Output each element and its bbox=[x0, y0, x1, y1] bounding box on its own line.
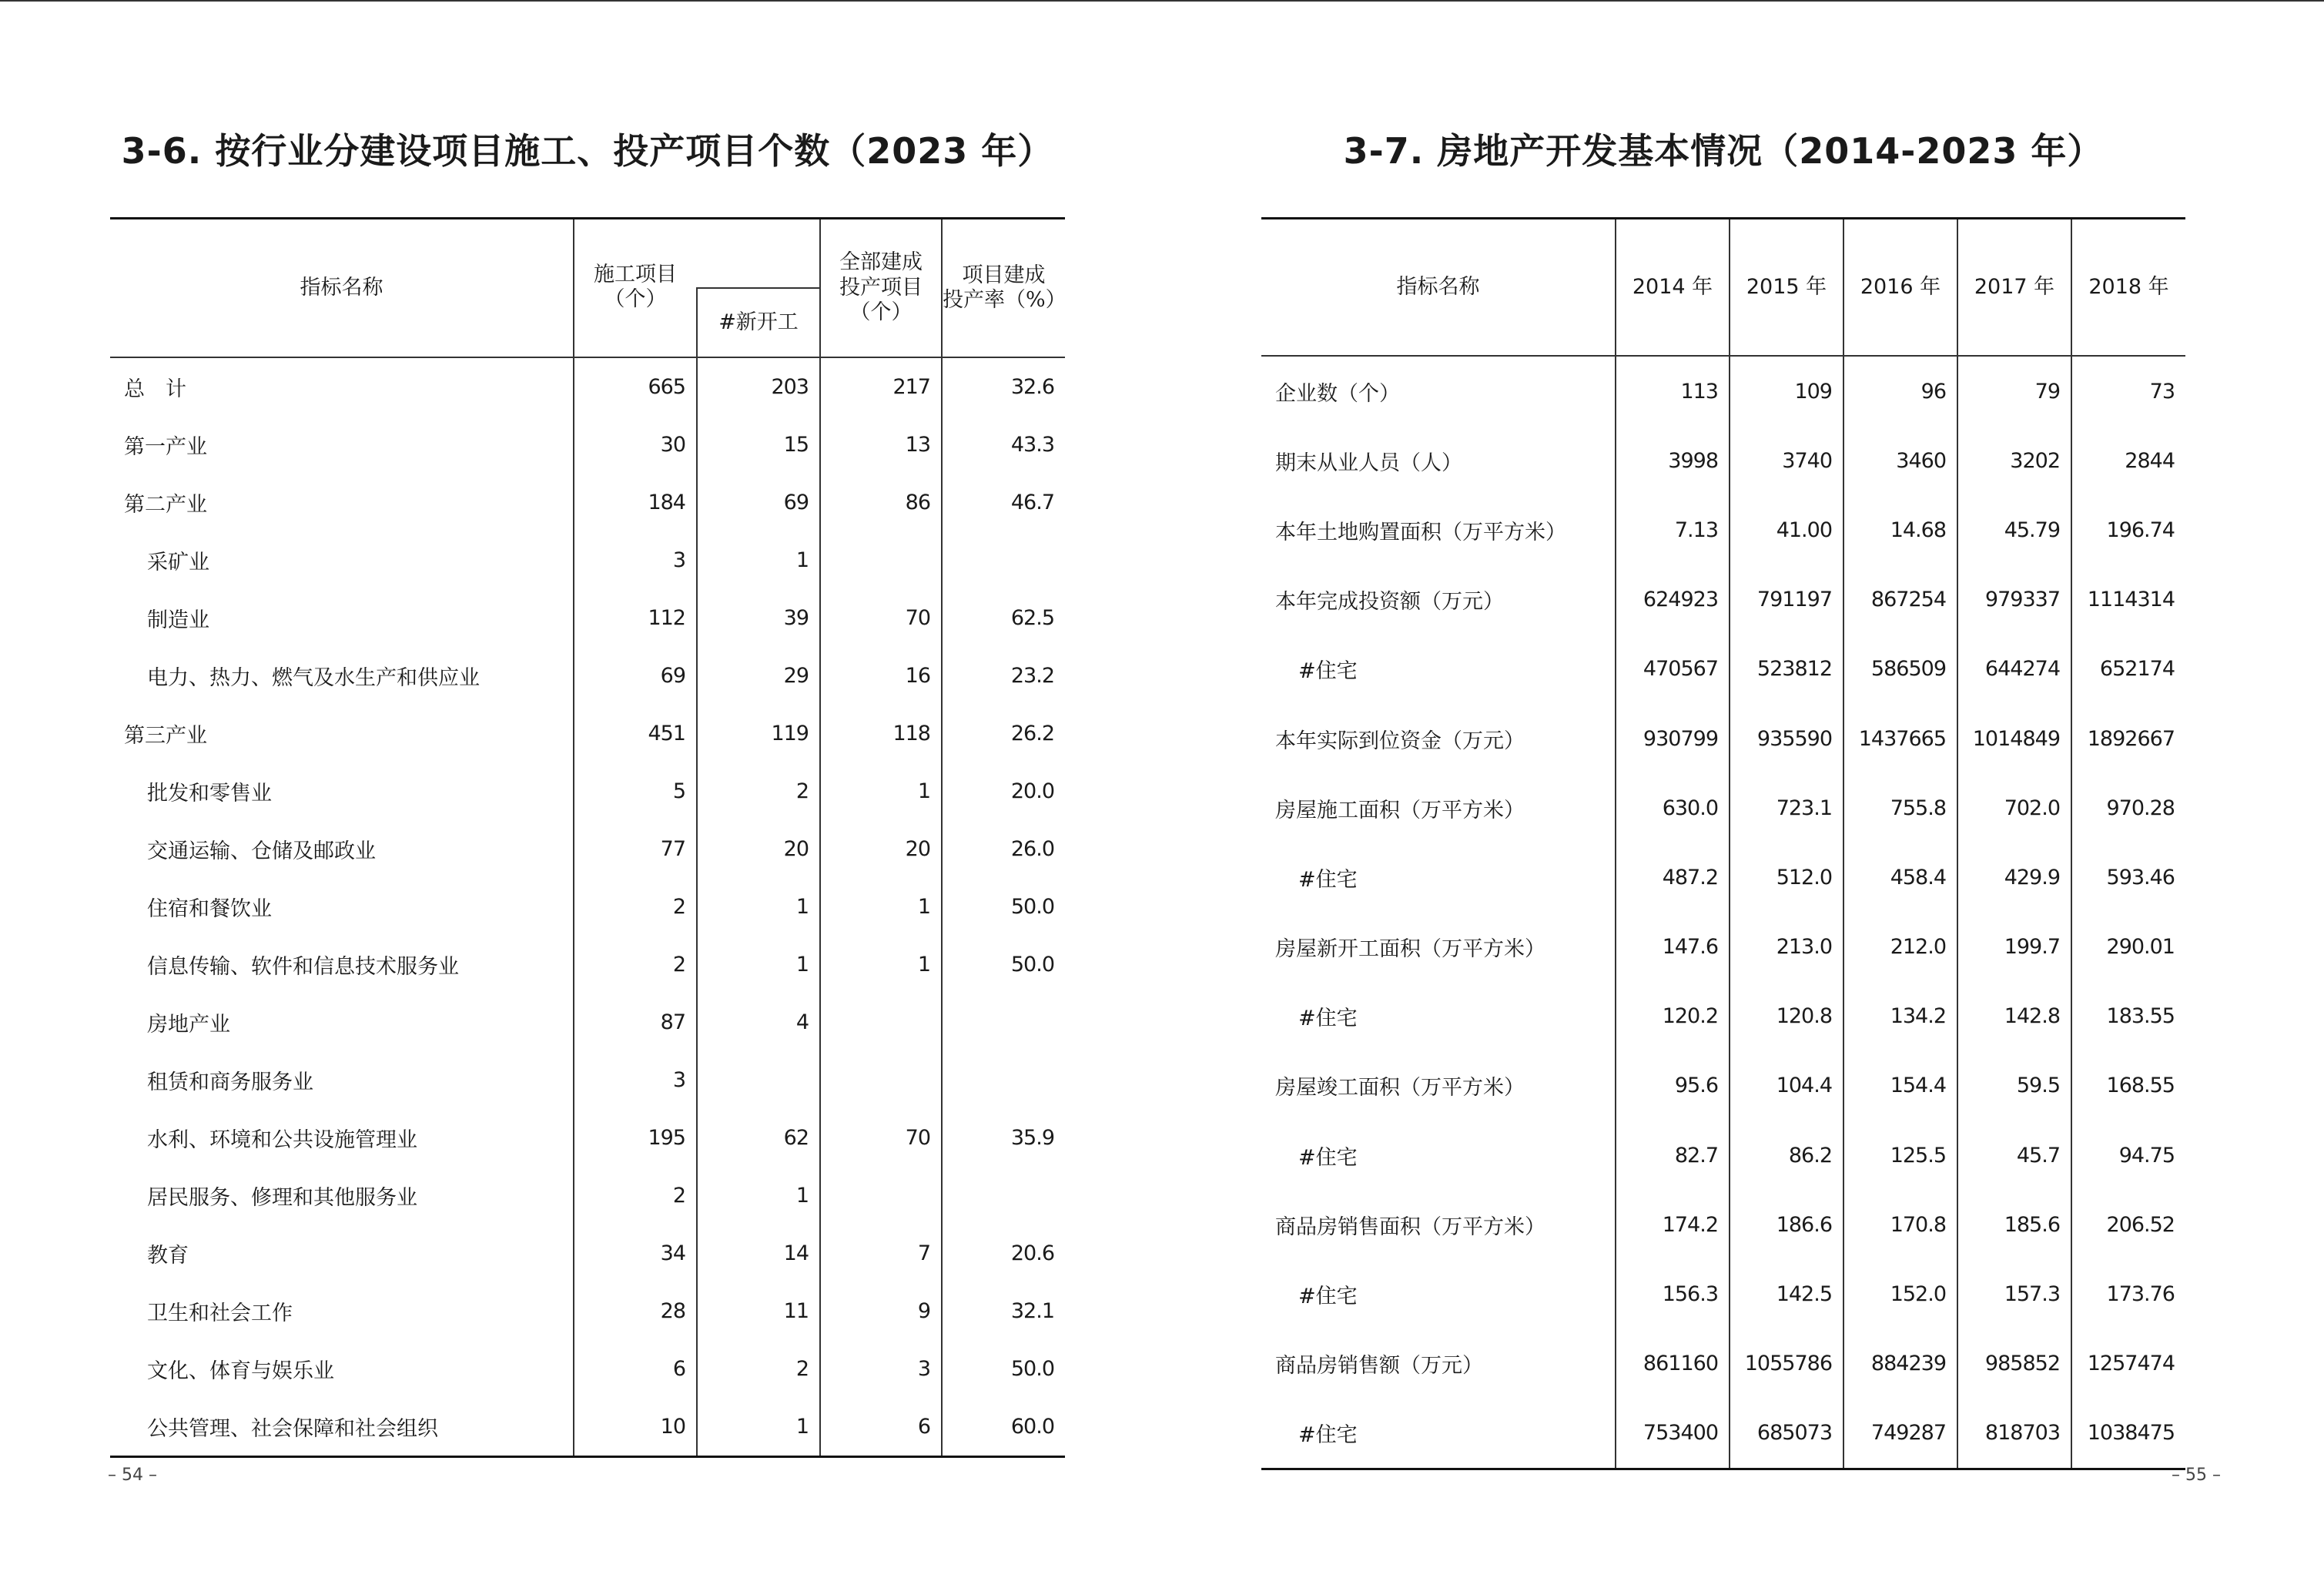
cell-new-start: 119 bbox=[697, 705, 820, 762]
table-row bbox=[1261, 1190, 2185, 1259]
cell-rate: 62.5 bbox=[942, 589, 1065, 647]
cell-rate: 50.0 bbox=[942, 936, 1065, 993]
cell-completed bbox=[820, 993, 942, 1051]
table-row bbox=[110, 1225, 1065, 1282]
cell-rate: 50.0 bbox=[942, 878, 1065, 936]
cell-value: 861160 bbox=[1616, 1329, 1730, 1399]
table-row bbox=[110, 1282, 1065, 1340]
cell-construction: 69 bbox=[574, 647, 697, 705]
cell-value: 134.2 bbox=[1843, 982, 1957, 1051]
row-label: 期末从业人员（人） bbox=[1275, 451, 1462, 475]
table-row bbox=[110, 1167, 1065, 1225]
cell-new-start: 29 bbox=[697, 647, 820, 705]
cell-value: 487.2 bbox=[1616, 843, 1730, 912]
cell-new-start: 2 bbox=[697, 1340, 820, 1398]
row-label: 第二产业 bbox=[124, 493, 207, 517]
cell-new-start: 62 bbox=[697, 1109, 820, 1167]
cell-value: 1014849 bbox=[1957, 704, 2071, 773]
row-label: 商品房销售额（万元） bbox=[1275, 1354, 1483, 1379]
table-row bbox=[1261, 356, 2185, 426]
cell-value: 1892667 bbox=[2071, 704, 2185, 773]
cell-value: 470567 bbox=[1616, 635, 1730, 704]
row-label: 房地产业 bbox=[147, 1013, 230, 1037]
table-title-right: 3-7. 房地产开发基本情况（2014-2023 年） bbox=[1343, 130, 2104, 172]
cell-rate: 46.7 bbox=[942, 474, 1065, 531]
cell-construction: 2 bbox=[574, 936, 697, 993]
cell-construction: 2 bbox=[574, 1167, 697, 1225]
cell-rate: 35.9 bbox=[942, 1109, 1065, 1167]
cell-value: 685073 bbox=[1730, 1399, 1843, 1469]
cell-completed: 70 bbox=[820, 1109, 942, 1167]
row-label: #住宅 bbox=[1298, 1145, 1358, 1170]
table-row bbox=[1261, 1121, 2185, 1190]
table-row bbox=[110, 993, 1065, 1051]
cell-value: 979337 bbox=[1957, 565, 2071, 635]
cell-value: 3998 bbox=[1616, 426, 1730, 495]
table-row bbox=[110, 762, 1065, 820]
cell-completed bbox=[820, 531, 942, 589]
page-number-right: – 55 – bbox=[2172, 1466, 2221, 1485]
cell-value: 199.7 bbox=[1957, 913, 2071, 982]
cell-value: 154.4 bbox=[1843, 1051, 1957, 1121]
header-new-start: #新开工 bbox=[697, 288, 820, 357]
cell-construction: 77 bbox=[574, 820, 697, 878]
cell-value: 1038475 bbox=[2071, 1399, 2185, 1469]
header-completion-rate: 项目建成 投产率（%） bbox=[942, 219, 1065, 358]
cell-value: 45.7 bbox=[1957, 1121, 2071, 1190]
cell-construction: 6 bbox=[574, 1340, 697, 1398]
right-table-body bbox=[1261, 356, 2185, 1469]
cell-value: 104.4 bbox=[1730, 1051, 1843, 1121]
cell-value: 1114314 bbox=[2071, 565, 2185, 635]
cell-new-start: 203 bbox=[697, 357, 820, 416]
cell-value: 96 bbox=[1843, 356, 1957, 426]
table-title-left: 3-6. 按行业分建设项目施工、投产项目个数（2023 年） bbox=[121, 130, 1054, 172]
cell-value: 1437665 bbox=[1843, 704, 1957, 773]
cell-completed: 86 bbox=[820, 474, 942, 531]
cell-value: 723.1 bbox=[1730, 773, 1843, 843]
row-label: 卫生和社会工作 bbox=[147, 1302, 293, 1325]
cell-rate bbox=[942, 1051, 1065, 1109]
table-row bbox=[110, 357, 1065, 416]
row-label: #住宅 bbox=[1298, 1423, 1358, 1448]
table-row bbox=[110, 1398, 1065, 1457]
cell-value: 985852 bbox=[1957, 1329, 2071, 1399]
table-row bbox=[1261, 426, 2185, 495]
cell-construction: 30 bbox=[574, 416, 697, 474]
cell-value: 512.0 bbox=[1730, 843, 1843, 912]
cell-value: 593.46 bbox=[2071, 843, 2185, 912]
cell-completed: 1 bbox=[820, 762, 942, 820]
cell-value: 185.6 bbox=[1957, 1190, 2071, 1259]
table-row bbox=[1261, 982, 2185, 1051]
cell-new-start: 2 bbox=[697, 762, 820, 820]
cell-completed: 1 bbox=[820, 936, 942, 993]
header-year: 2016 年 bbox=[1843, 219, 1957, 357]
row-label: #住宅 bbox=[1298, 1007, 1358, 1031]
table-row bbox=[110, 647, 1065, 705]
cell-completed: 3 bbox=[820, 1340, 942, 1398]
cell-value: 156.3 bbox=[1616, 1259, 1730, 1328]
row-label: 房屋施工面积（万平方米） bbox=[1275, 798, 1525, 822]
cell-completed: 13 bbox=[820, 416, 942, 474]
cell-rate: 43.3 bbox=[942, 416, 1065, 474]
cell-value: 630.0 bbox=[1616, 773, 1730, 843]
cell-construction: 3 bbox=[574, 531, 697, 589]
cell-value: 73 bbox=[2071, 356, 2185, 426]
cell-value: 157.3 bbox=[1957, 1259, 2071, 1328]
cell-value: 935590 bbox=[1730, 704, 1843, 773]
cell-construction: 87 bbox=[574, 993, 697, 1051]
cell-value: 142.8 bbox=[1957, 982, 2071, 1051]
row-label: 本年完成投资额（万元） bbox=[1275, 590, 1504, 615]
cell-value: 196.74 bbox=[2071, 495, 2185, 565]
cell-rate bbox=[942, 531, 1065, 589]
cell-value: 120.2 bbox=[1616, 982, 1730, 1051]
cell-value: 930799 bbox=[1616, 704, 1730, 773]
cell-value: 82.7 bbox=[1616, 1121, 1730, 1190]
cell-completed: 118 bbox=[820, 705, 942, 762]
top-border-line bbox=[0, 0, 2324, 2]
table-row bbox=[1261, 773, 2185, 843]
left-table-body bbox=[110, 357, 1065, 1457]
cell-value: 186.6 bbox=[1730, 1190, 1843, 1259]
cell-new-start: 20 bbox=[697, 820, 820, 878]
cell-value: 170.8 bbox=[1843, 1190, 1957, 1259]
cell-value: 206.52 bbox=[2071, 1190, 2185, 1259]
table-row bbox=[1261, 913, 2185, 982]
cell-construction: 28 bbox=[574, 1282, 697, 1340]
cell-value: 120.8 bbox=[1730, 982, 1843, 1051]
cell-new-start: 39 bbox=[697, 589, 820, 647]
cell-value: 94.75 bbox=[2071, 1121, 2185, 1190]
table-row bbox=[110, 474, 1065, 531]
row-label: 住宿和餐饮业 bbox=[147, 897, 272, 921]
cell-new-start: 14 bbox=[697, 1225, 820, 1282]
cell-value: 173.76 bbox=[2071, 1259, 2185, 1328]
table-row bbox=[110, 878, 1065, 936]
row-label: 第一产业 bbox=[124, 435, 207, 459]
table-row bbox=[110, 531, 1065, 589]
cell-construction: 34 bbox=[574, 1225, 697, 1282]
cell-construction: 112 bbox=[574, 589, 697, 647]
header-year: 2015 年 bbox=[1730, 219, 1843, 357]
cell-value: 458.4 bbox=[1843, 843, 1957, 912]
row-label: 电力、热力、燃气及水生产和供应业 bbox=[147, 666, 480, 690]
cell-construction: 5 bbox=[574, 762, 697, 820]
row-label: #住宅 bbox=[1298, 659, 1358, 684]
cell-value: 884239 bbox=[1843, 1329, 1957, 1399]
row-label: 企业数（个） bbox=[1275, 381, 1400, 406]
cell-rate: 50.0 bbox=[942, 1340, 1065, 1398]
row-label: 文化、体育与娱乐业 bbox=[147, 1359, 334, 1383]
cell-value: 213.0 bbox=[1730, 913, 1843, 982]
cell-value: 79 bbox=[1957, 356, 2071, 426]
real-estate-development-table bbox=[1261, 217, 2185, 1470]
industry-projects-table bbox=[110, 217, 1065, 1458]
header-year: 2014 年 bbox=[1616, 219, 1730, 357]
row-label: 居民服务、修理和其他服务业 bbox=[147, 1186, 417, 1210]
cell-value: 142.5 bbox=[1730, 1259, 1843, 1328]
cell-value: 1257474 bbox=[2071, 1329, 2185, 1399]
cell-value: 1055786 bbox=[1730, 1329, 1843, 1399]
row-label: 本年土地购置面积（万平方米） bbox=[1275, 520, 1566, 544]
row-label: 第三产业 bbox=[124, 724, 207, 748]
cell-value: 109 bbox=[1730, 356, 1843, 426]
row-label: 公共管理、社会保障和社会组织 bbox=[147, 1417, 438, 1441]
table-row bbox=[110, 1109, 1065, 1167]
cell-completed: 7 bbox=[820, 1225, 942, 1282]
table-row bbox=[110, 705, 1065, 762]
cell-construction: 184 bbox=[574, 474, 697, 531]
table-row bbox=[110, 416, 1065, 474]
cell-value: 212.0 bbox=[1843, 913, 1957, 982]
cell-value: 45.79 bbox=[1957, 495, 2071, 565]
cell-value: 3740 bbox=[1730, 426, 1843, 495]
cell-new-start: 1 bbox=[697, 531, 820, 589]
cell-new-start: 1 bbox=[697, 936, 820, 993]
table-row bbox=[1261, 704, 2185, 773]
row-label: 采矿业 bbox=[147, 551, 209, 575]
header-year: 2017 年 bbox=[1957, 219, 2071, 357]
cell-construction: 195 bbox=[574, 1109, 697, 1167]
cell-value: 586509 bbox=[1843, 635, 1957, 704]
row-label: 房屋新开工面积（万平方米） bbox=[1275, 937, 1545, 962]
cell-value: 970.28 bbox=[2071, 773, 2185, 843]
table-row bbox=[1261, 495, 2185, 565]
table-row bbox=[1261, 1051, 2185, 1121]
cell-new-start: 1 bbox=[697, 1167, 820, 1225]
cell-completed: 16 bbox=[820, 647, 942, 705]
row-label: 教育 bbox=[147, 1244, 189, 1268]
cell-completed: 70 bbox=[820, 589, 942, 647]
table-row bbox=[1261, 1329, 2185, 1399]
cell-completed: 217 bbox=[820, 357, 942, 416]
header-indicator-name: 指标名称 bbox=[1396, 274, 1480, 299]
cell-value: 818703 bbox=[1957, 1399, 2071, 1469]
cell-rate bbox=[942, 993, 1065, 1051]
cell-value: 429.9 bbox=[1957, 843, 2071, 912]
cell-value: 7.13 bbox=[1616, 495, 1730, 565]
cell-construction: 451 bbox=[574, 705, 697, 762]
cell-new-start: 11 bbox=[697, 1282, 820, 1340]
cell-value: 523812 bbox=[1730, 635, 1843, 704]
cell-value: 652174 bbox=[2071, 635, 2185, 704]
cell-new-start: 1 bbox=[697, 878, 820, 936]
row-label: #住宅 bbox=[1298, 867, 1358, 892]
table-row bbox=[110, 936, 1065, 993]
page-number-left: – 54 – bbox=[108, 1466, 157, 1485]
cell-value: 152.0 bbox=[1843, 1259, 1957, 1328]
cell-value: 59.5 bbox=[1957, 1051, 2071, 1121]
cell-completed: 1 bbox=[820, 878, 942, 936]
cell-value: 147.6 bbox=[1616, 913, 1730, 982]
row-label: 总 计 bbox=[124, 377, 186, 401]
cell-value: 95.6 bbox=[1616, 1051, 1730, 1121]
cell-new-start: 69 bbox=[697, 474, 820, 531]
cell-completed: 20 bbox=[820, 820, 942, 878]
table-row bbox=[1261, 1399, 2185, 1469]
cell-value: 644274 bbox=[1957, 635, 2071, 704]
table-row bbox=[1261, 1259, 2185, 1328]
cell-new-start bbox=[697, 1051, 820, 1109]
cell-rate: 20.0 bbox=[942, 762, 1065, 820]
table-row bbox=[1261, 635, 2185, 704]
cell-value: 86.2 bbox=[1730, 1121, 1843, 1190]
table-row bbox=[110, 1340, 1065, 1398]
row-label: 租赁和商务服务业 bbox=[147, 1070, 313, 1094]
cell-value: 174.2 bbox=[1616, 1190, 1730, 1259]
row-label: 房屋竣工面积（万平方米） bbox=[1275, 1076, 1525, 1101]
cell-rate: 20.6 bbox=[942, 1225, 1065, 1282]
header-indicator-name: 指标名称 bbox=[300, 275, 383, 300]
table-row bbox=[1261, 843, 2185, 912]
cell-value: 290.01 bbox=[2071, 913, 2185, 982]
cell-new-start: 1 bbox=[697, 1398, 820, 1457]
cell-value: 125.5 bbox=[1843, 1121, 1957, 1190]
cell-value: 41.00 bbox=[1730, 495, 1843, 565]
table-row bbox=[1261, 565, 2185, 635]
row-label: 批发和零售业 bbox=[147, 782, 272, 806]
cell-value: 168.55 bbox=[2071, 1051, 2185, 1121]
cell-value: 755.8 bbox=[1843, 773, 1957, 843]
header-year: 2018 年 bbox=[2071, 219, 2185, 357]
cell-construction: 2 bbox=[574, 878, 697, 936]
cell-value: 753400 bbox=[1616, 1399, 1730, 1469]
cell-value: 183.55 bbox=[2071, 982, 2185, 1051]
cell-rate: 26.0 bbox=[942, 820, 1065, 878]
row-label: 交通运输、仓储及邮政业 bbox=[147, 839, 376, 863]
cell-completed: 6 bbox=[820, 1398, 942, 1457]
cell-construction: 665 bbox=[574, 357, 697, 416]
table-row bbox=[110, 820, 1065, 878]
cell-value: 867254 bbox=[1843, 565, 1957, 635]
table-row bbox=[110, 589, 1065, 647]
header-completed-projects: 全部建成 投产项目 （个） bbox=[820, 219, 942, 358]
cell-value: 14.68 bbox=[1843, 495, 1957, 565]
cell-new-start: 4 bbox=[697, 993, 820, 1051]
cell-rate: 60.0 bbox=[942, 1398, 1065, 1457]
cell-rate bbox=[942, 1167, 1065, 1225]
row-label: 商品房销售面积（万平方米） bbox=[1275, 1214, 1545, 1239]
cell-rate: 23.2 bbox=[942, 647, 1065, 705]
cell-new-start: 15 bbox=[697, 416, 820, 474]
cell-value: 624923 bbox=[1616, 565, 1730, 635]
right-header-row bbox=[1261, 219, 2185, 357]
cell-value: 2844 bbox=[2071, 426, 2185, 495]
row-label: 信息传输、软件和信息技术服务业 bbox=[147, 955, 459, 979]
cell-completed: 9 bbox=[820, 1282, 942, 1340]
cell-value: 749287 bbox=[1843, 1399, 1957, 1469]
header-construction-projects: 施工项目 （个） bbox=[574, 219, 697, 358]
row-label: #住宅 bbox=[1298, 1285, 1358, 1309]
cell-value: 702.0 bbox=[1957, 773, 2071, 843]
cell-value: 791197 bbox=[1730, 565, 1843, 635]
cell-construction: 10 bbox=[574, 1398, 697, 1457]
row-label: 水利、环境和公共设施管理业 bbox=[147, 1128, 417, 1152]
cell-value: 3202 bbox=[1957, 426, 2071, 495]
cell-construction: 3 bbox=[574, 1051, 697, 1109]
cell-rate: 32.1 bbox=[942, 1282, 1065, 1340]
cell-value: 3460 bbox=[1843, 426, 1957, 495]
table-row bbox=[110, 1051, 1065, 1109]
row-label: 本年实际到位资金（万元） bbox=[1275, 729, 1525, 753]
cell-value: 113 bbox=[1616, 356, 1730, 426]
cell-rate: 32.6 bbox=[942, 357, 1065, 416]
row-label: 制造业 bbox=[147, 608, 209, 632]
cell-completed bbox=[820, 1051, 942, 1109]
cell-completed bbox=[820, 1167, 942, 1225]
cell-rate: 26.2 bbox=[942, 705, 1065, 762]
